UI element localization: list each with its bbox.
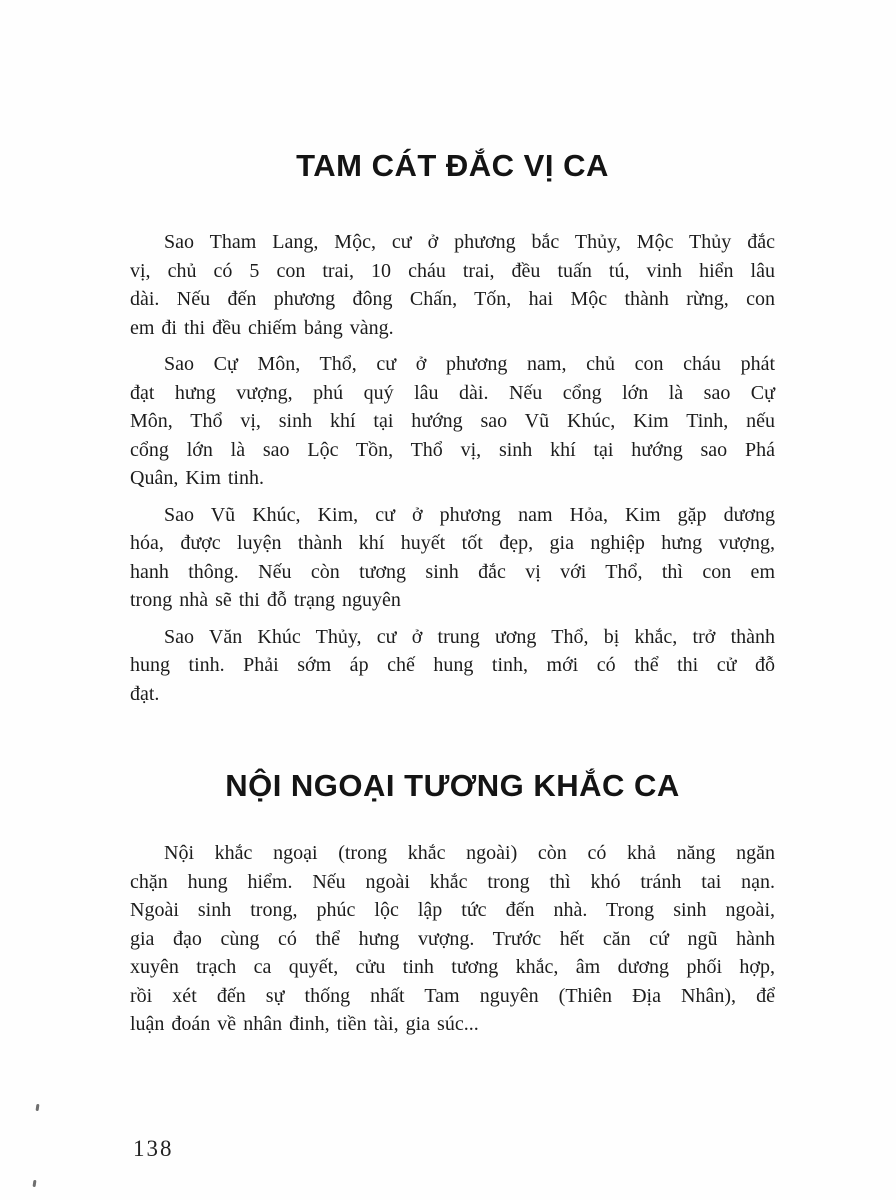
text-line: vị, chủ có 5 con trai, 10 cháu trai, đều tuấn tú, vinh hiển lâu — [130, 259, 775, 282]
text-line: chặn hung hiểm. Nếu ngoài khắc trong thì khó tránh tai nạn. — [130, 870, 775, 893]
text-line: gia đạo cùng có thể hưng vượng. Trước hết căn cứ ngũ hành — [130, 927, 775, 950]
text-line: hung tinh. Phải sớm áp chế hung tinh, mới có thể thi cử đỗ — [130, 654, 775, 676]
text-line: Sao Tham Lang, Mộc, cư ở phương bắc Thủy, Mộc Thủy đắc — [164, 231, 775, 253]
text-line: Sao Vũ Khúc, Kim, cư ở phương nam Hỏa, Kim gặp dương — [164, 503, 775, 526]
text-line: Quân, Kim tinh. — [130, 467, 264, 489]
paragraph — [130, 839, 775, 1039]
text-line: hanh thông. Nếu còn tương sinh đắc vị với Thổ, thì con em — [130, 560, 775, 583]
paragraph — [130, 228, 775, 342]
text-line: trong nhà sẽ thi đỗ trạng nguyên — [130, 589, 401, 611]
section-title: NỘI NGOẠI TƯƠNG KHẮC CA — [225, 768, 680, 803]
paragraph — [130, 350, 775, 493]
text-line: hóa, được luyện thành khí huyết tốt đẹp, gia nghiệp hưng vượng, — [130, 532, 775, 554]
text-line: đạt. — [130, 682, 160, 705]
page-number: 138 — [133, 1136, 174, 1161]
text-line: dài. Nếu đến phương đông Chấn, Tốn, hai Mộc thành rừng, con — [130, 288, 775, 310]
text-line: Môn, Thổ vị, sinh khí tại hướng sao Vũ Khúc, Kim Tinh, nếu — [130, 410, 775, 432]
text-line: cổng lớn là sao Lộc Tồn, Thổ vị, sinh khí tại hướng sao Phá — [130, 438, 775, 461]
paragraph — [130, 623, 775, 709]
text-line: Ngoài sinh trong, phúc lộc lập tức đến nhà. Trong sinh ngoài, — [130, 899, 775, 921]
text-line: Sao Cự Môn, Thổ, cư ở phương nam, chủ con cháu phát — [164, 353, 775, 375]
text-line: Sao Văn Khúc Thủy, cư ở trung ương Thổ, bị khắc, trở thành — [164, 625, 775, 648]
scan-speck — [33, 1180, 37, 1187]
text-line: xuyên trạch ca quyết, cửu tinh tương khắc, âm dương phối hợp, — [130, 956, 775, 978]
section-noi-ngoai-tuong-khac-ca — [130, 766, 775, 1039]
section-title: TAM CÁT ĐẮC VỊ CA — [296, 148, 609, 183]
scan-speck — [36, 1104, 40, 1111]
text-line: em đi thi đều chiếm bảng vàng. — [130, 316, 394, 339]
text-line: luận đoán về nhân đinh, tiền tài, gia súc... — [130, 1013, 479, 1035]
text-line: rồi xét đến sự thống nhất Tam nguyên (Thiên Địa Nhân), để — [130, 984, 775, 1007]
paragraph — [130, 501, 775, 615]
text-line: đạt hưng vượng, phú quý lâu dài. Nếu cổng lớn là sao Cự — [130, 381, 775, 404]
section-tam-cat-dac-vi-ca — [130, 146, 775, 708]
text-line: Nội khắc ngoại (trong khắc ngoài) còn có khả năng ngăn — [164, 842, 775, 864]
